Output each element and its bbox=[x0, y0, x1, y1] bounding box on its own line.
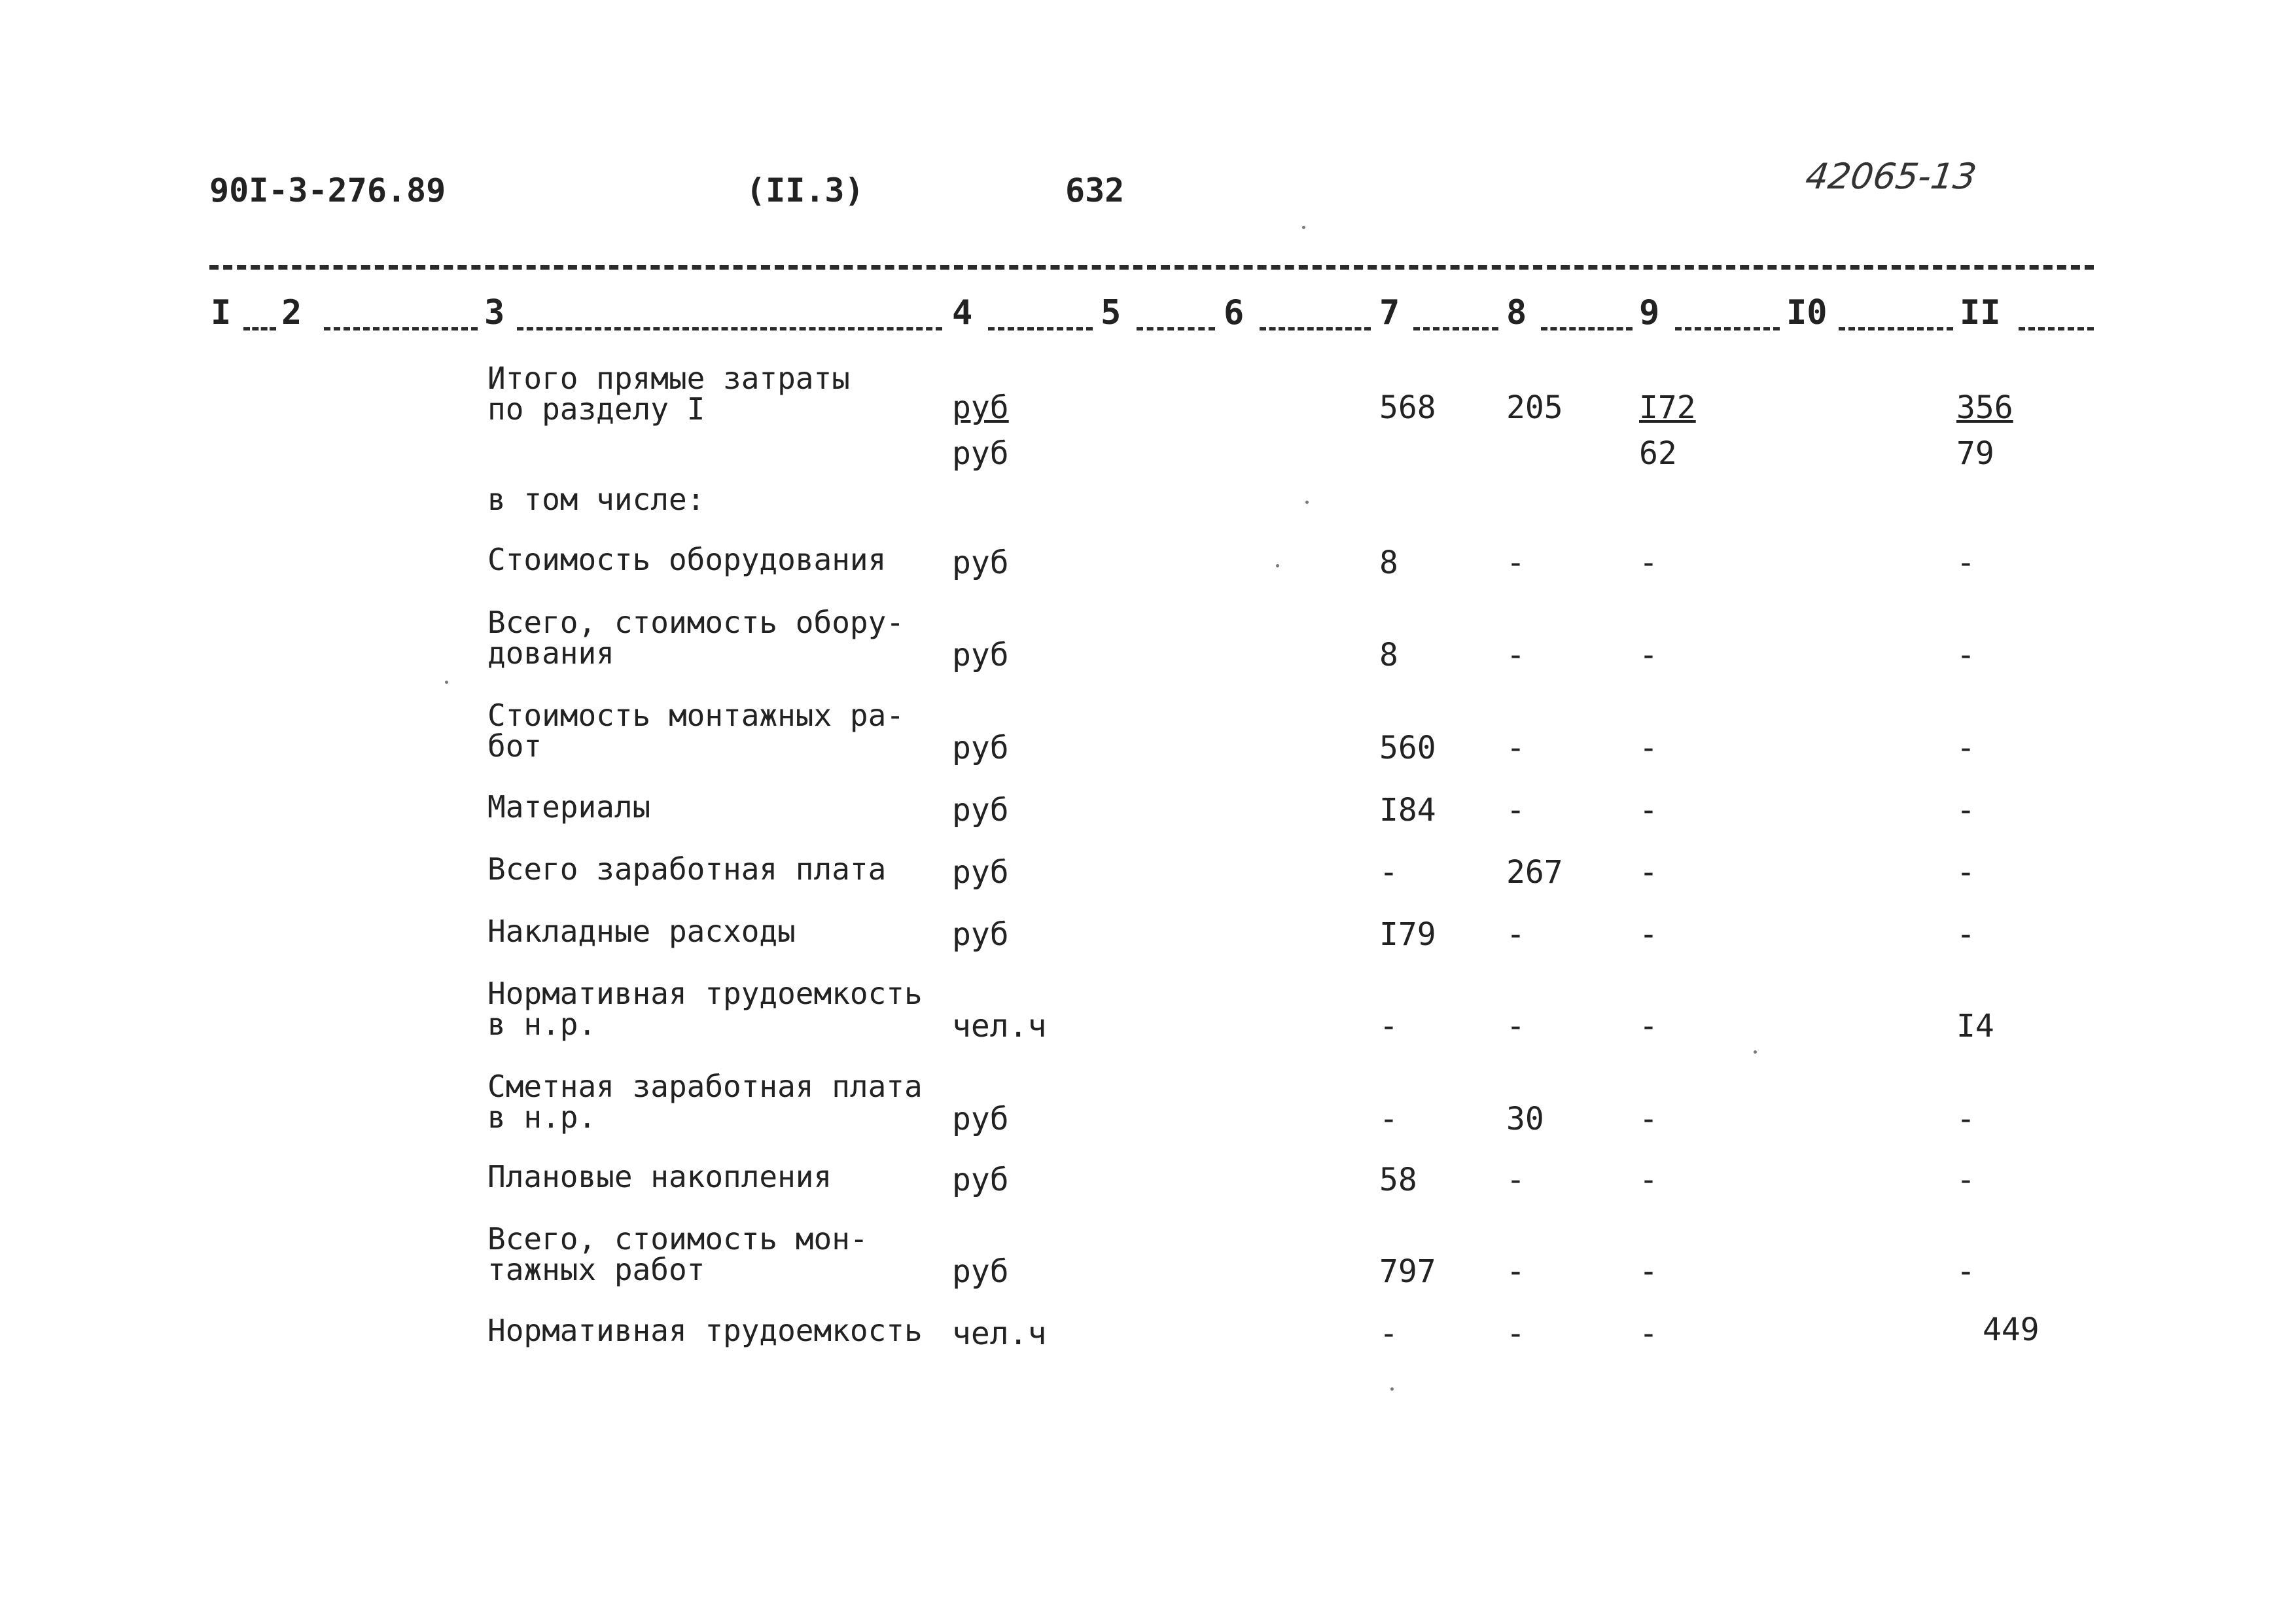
cell-col9: I72 bbox=[1639, 389, 1696, 426]
column-number: I bbox=[211, 293, 232, 332]
cell-col8: - bbox=[1506, 792, 1525, 829]
cell-col7: - bbox=[1379, 1008, 1398, 1044]
column-separator bbox=[517, 327, 942, 330]
row-unit: руб bbox=[952, 1162, 1009, 1198]
cell-col11: - bbox=[1956, 544, 1975, 581]
cell-col9: - bbox=[1639, 730, 1658, 766]
table-row bbox=[0, 361, 2296, 427]
table-row bbox=[0, 976, 2296, 1044]
column-separator bbox=[1413, 327, 1498, 330]
cell-col7: 560 bbox=[1379, 730, 1436, 766]
column-separator bbox=[1675, 327, 1780, 330]
cell-col11: - bbox=[1956, 916, 1975, 953]
scan-speck bbox=[445, 681, 448, 684]
row-description: Всего, стоимость обору- дования bbox=[487, 605, 904, 671]
row-unit: руб bbox=[952, 544, 1009, 581]
column-separator bbox=[243, 327, 276, 330]
table-row bbox=[0, 605, 2296, 673]
scan-speck bbox=[1754, 1050, 1757, 1054]
column-separator bbox=[324, 327, 478, 330]
cell-col7: 58 bbox=[1379, 1162, 1417, 1198]
column-separator bbox=[1137, 327, 1215, 330]
column-number: 3 bbox=[484, 293, 505, 332]
cell-col11: - bbox=[1956, 854, 1975, 891]
row-unit: руб bbox=[952, 637, 1009, 673]
cell-col8: - bbox=[1506, 1253, 1525, 1290]
scan-speck bbox=[1305, 501, 1309, 504]
scan-speck bbox=[1390, 1387, 1394, 1391]
scan-speck bbox=[1302, 226, 1305, 229]
table-row bbox=[0, 851, 2296, 891]
column-number: II bbox=[1960, 293, 2001, 332]
row-description: Нормативная трудоемкость bbox=[487, 1313, 923, 1348]
column-separator bbox=[988, 327, 1093, 330]
column-number: I0 bbox=[1786, 293, 1828, 332]
row-unit: руб bbox=[952, 730, 1009, 766]
table-row bbox=[0, 542, 2296, 581]
column-number: 5 bbox=[1101, 293, 1122, 332]
column-number: 4 bbox=[952, 293, 973, 332]
cell-col11: - bbox=[1956, 792, 1975, 829]
cell-col9: - bbox=[1639, 1315, 1658, 1352]
column-separator bbox=[1260, 327, 1371, 330]
cell-col8: 205 bbox=[1506, 389, 1563, 426]
table-row bbox=[0, 1069, 2296, 1137]
cell-col9: - bbox=[1639, 854, 1658, 891]
cell-col11: - bbox=[1956, 730, 1975, 766]
cell-col9: - bbox=[1639, 1253, 1658, 1290]
row-description: Нормативная трудоемкость в н.р. bbox=[487, 976, 923, 1042]
row-description: в том числе: bbox=[487, 482, 705, 517]
column-number: 6 bbox=[1224, 293, 1245, 332]
row-unit: чел.ч bbox=[952, 1008, 1047, 1044]
row-description: Итого прямые затраты по разделу I bbox=[487, 361, 850, 427]
cell-col7: - bbox=[1379, 1315, 1398, 1352]
table-row bbox=[0, 698, 2296, 766]
cell-col9: - bbox=[1639, 544, 1658, 581]
cell-col7: I79 bbox=[1379, 916, 1436, 953]
scan-speck bbox=[1276, 564, 1279, 567]
cell-col7: - bbox=[1379, 854, 1398, 891]
cell-col7: 8 bbox=[1379, 544, 1398, 581]
cell-col9: - bbox=[1639, 1162, 1658, 1198]
cell-col11: - bbox=[1956, 637, 1975, 673]
cell-col8: - bbox=[1506, 730, 1525, 766]
column-number: 9 bbox=[1639, 293, 1660, 332]
cell-col9: - bbox=[1639, 792, 1658, 829]
row-unit: руб bbox=[952, 854, 1009, 891]
column-separator bbox=[1839, 327, 1953, 330]
cell-col8: 267 bbox=[1506, 854, 1563, 891]
cell-col11: 79 bbox=[1956, 435, 1994, 472]
row-description: Материалы bbox=[487, 789, 651, 825]
cell-col9: - bbox=[1639, 1008, 1658, 1044]
cell-col8: 30 bbox=[1506, 1101, 1544, 1137]
row-unit: руб bbox=[952, 1101, 1009, 1137]
cell-col11: - bbox=[1956, 1162, 1975, 1198]
table-row bbox=[0, 914, 2296, 953]
row-description: Всего заработная плата bbox=[487, 851, 887, 887]
row-description: Сметная заработная плата в н.р. bbox=[487, 1069, 923, 1135]
row-unit: руб bbox=[952, 916, 1009, 953]
column-separator bbox=[2019, 327, 2094, 330]
cell-col11: - bbox=[1956, 1101, 1975, 1137]
cell-col9: - bbox=[1639, 916, 1658, 953]
cell-col8: - bbox=[1506, 544, 1525, 581]
page-number: 632 bbox=[1065, 171, 1125, 209]
column-number: 2 bbox=[281, 293, 302, 332]
document-number: 90I-3-276.89 bbox=[209, 171, 446, 209]
top-dashed-rule bbox=[209, 265, 2094, 270]
cell-col11: I4 bbox=[1956, 1008, 1994, 1044]
handwritten-inventory-number: 42065-13 bbox=[1803, 156, 1979, 197]
cell-col9: - bbox=[1639, 1101, 1658, 1137]
cell-col8: - bbox=[1506, 1315, 1525, 1352]
cell-col9: 62 bbox=[1639, 435, 1677, 472]
cell-col11: 356 bbox=[1956, 389, 2013, 426]
section-code: (II.3) bbox=[746, 171, 864, 209]
row-description: Стоимость оборудования bbox=[487, 542, 887, 577]
column-number: 7 bbox=[1379, 293, 1400, 332]
table-row bbox=[0, 789, 2296, 829]
table-row bbox=[0, 482, 2296, 517]
row-unit: руб bbox=[952, 1253, 1009, 1290]
cell-col9: - bbox=[1639, 637, 1658, 673]
row-description: Накладные расходы bbox=[487, 914, 796, 949]
row-description: Всего, стоимость мон- тажных работ bbox=[487, 1221, 868, 1287]
row-unit: чел.ч bbox=[952, 1315, 1047, 1352]
cell-col11: 449 bbox=[1983, 1311, 2040, 1348]
cell-col11: - bbox=[1956, 1253, 1975, 1290]
table-row bbox=[0, 435, 2296, 472]
row-description: Стоимость монтажных ра- бот bbox=[487, 698, 904, 764]
cell-col8: - bbox=[1506, 916, 1525, 953]
cell-col7: 568 bbox=[1379, 389, 1436, 426]
cell-col7: 8 bbox=[1379, 637, 1398, 673]
cell-col8: - bbox=[1506, 637, 1525, 673]
cell-col8: - bbox=[1506, 1162, 1525, 1198]
row-unit: руб bbox=[952, 435, 1009, 472]
row-unit: руб bbox=[952, 389, 1009, 426]
cell-col8: - bbox=[1506, 1008, 1525, 1044]
table-row bbox=[0, 1311, 2296, 1352]
column-number: 8 bbox=[1506, 293, 1527, 332]
cell-col7: - bbox=[1379, 1101, 1398, 1137]
column-separator bbox=[1541, 327, 1633, 330]
cell-col7: I84 bbox=[1379, 792, 1436, 829]
row-unit: руб bbox=[952, 792, 1009, 829]
cell-col7: 797 bbox=[1379, 1253, 1436, 1290]
row-description: Плановые накопления bbox=[487, 1159, 832, 1194]
